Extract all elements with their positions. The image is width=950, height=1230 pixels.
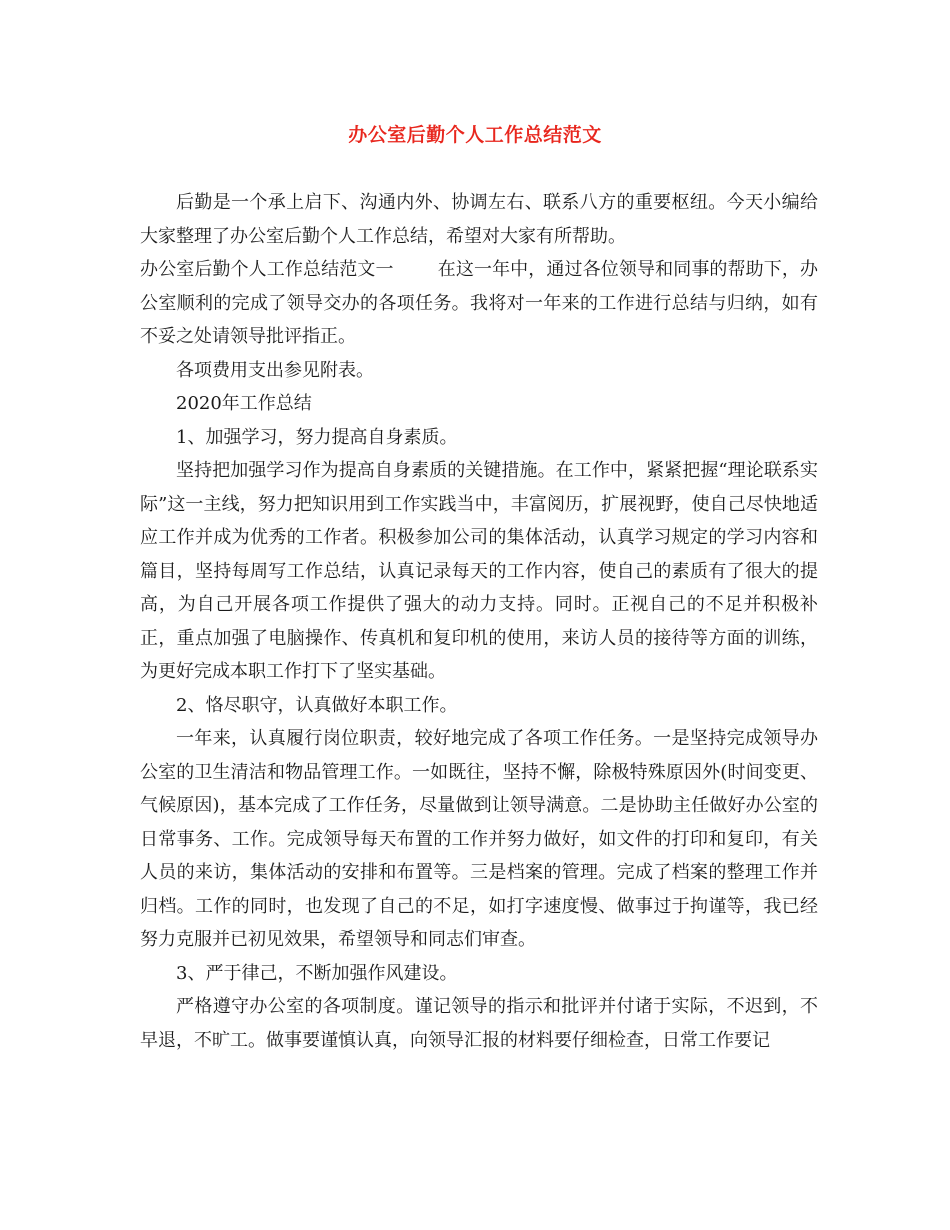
document-body: [140, 186, 818, 1057]
point2-body: 一年来，认真履行岗位职责，较好地完成了各项工作任务。一是坚持完成领导办公室的卫生清洁和物品管理工作。一如既往，坚持不懈，除极特殊原因外(时间变更、气候原因)，基本完成了工作任务，尽量做到让领导满意。二是协助主任做好办公室的日常事务、工作。完成领导每天布置的工作并努力做好，如文件的打印和复印，有关人员的来访，集体活动的安排和布置等。三是档案的管理。完成了档案的整理工作并归档。工作的同时，也发现了自己的不足，如打字速度慢、做事过于拘谨等，我已经努力克服并已初见效果，希望领导和同志们审查。: [140, 728, 818, 950]
intro-paragraph: 后勤是一个承上启下、沟通内外、协调左右、联系八方的重要枢纽。今天小编给大家整理了办公室后勤个人工作总结，希望对大家有所帮助。: [140, 192, 818, 247]
year-heading: 2020年工作总结: [176, 393, 312, 414]
section-opening-text: 在这一年中，通过各位领导和同事的帮助下，办公室顺利的完成了领导交办的各项任务。我将对一年来的工作进行总结与归纳，如有不妥之处请领导批评指正。: [140, 259, 819, 347]
point1-heading: 1、加强学习，努力提高自身素质。: [176, 426, 458, 448]
point3-heading: 3、严于律己，不断加强作风建设。: [176, 962, 458, 984]
section-opening-paragraph: [140, 253, 818, 354]
point3-body: 严格遵守办公室的各项制度。谨记领导的指示和批评并付诸于实际，不迟到，不早退，不旷工。做事要谨慎认真，向领导汇报的材料要仔细检查，日常工作要记: [140, 996, 818, 1051]
section-label: 办公室后勤个人工作总结范文一: [140, 259, 394, 280]
point1-body: 坚持把加强学习作为提高自身素质的关键措施。在工作中，紧紧把握“理论联系实际”这一主线，努力把知识用到工作实践当中，丰富阅历，扩展视野，使自己尽快地适应工作并成为优秀的工作者。积极参加公司的集体活动，认真学习规定的学习内容和篇目，坚持每周写工作总结，认真记录每天的工作内容，使自己的素质有了很大的提高，为自己开展各项工作提供了强大的动力支持。同时。正视自己的不足并积极补正，重点加强了电脑操作、传真机和复印机的使用，来访人员的接待等方面的训练，为更好完成本职工作打下了坚实基础。: [140, 460, 818, 682]
point2-heading: 2、恪尽职守，认真做好本职工作。: [176, 694, 458, 716]
expense-note: 各项费用支出参见附表。: [176, 359, 374, 381]
document-title: 办公室后勤个人工作总结范文: [348, 124, 602, 146]
